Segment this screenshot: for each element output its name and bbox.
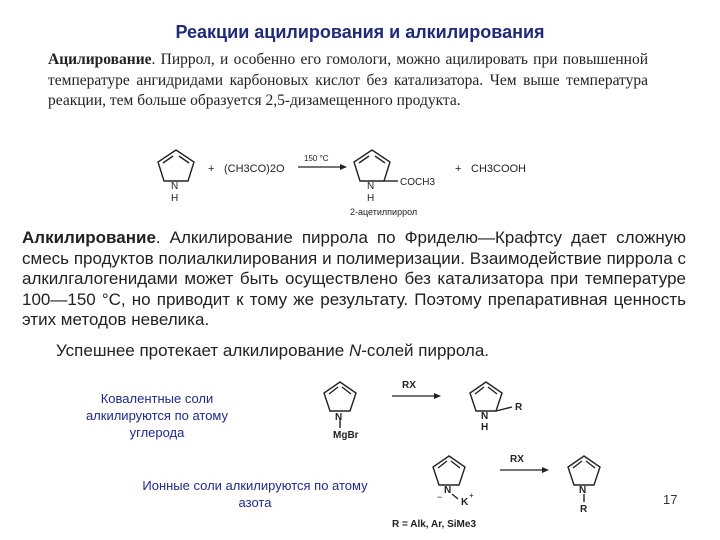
page-title: Реакции ацилирования и алкилирования [175,22,545,42]
k-charge: + [469,491,474,500]
product-h: H [367,193,375,204]
minus-sign: − [437,492,443,502]
rx-label-1: RX [402,380,416,391]
reagent: (CH3CO)2O [224,163,285,175]
alkylation-term: Алкилирование [22,228,156,247]
grignard-n: N [335,412,343,423]
c-alkyl-product-structure [470,382,512,411]
plus-sign-2: + [455,163,462,175]
mgbr-label: MgBr [333,430,359,441]
ionic-salts-label: Ионные соли алкилируются по атому азота [142,478,368,510]
byproduct: CH3COOH [471,163,527,175]
acylation-text: . Пиррол, и особенно его гомологи, можно ацилировать при повышенной температуре ангидридами карбоновых кислот без катализатора. Чем выше температура реакции, тем больше образуется 2,5-дизамещенного продукта. [48,51,648,109]
c-product-h: H [481,422,489,433]
product-n: N [367,181,375,192]
n-product-n: N [579,485,587,496]
pyrrole-h: H [171,193,179,204]
acylation-term: Ацилирование [48,51,152,68]
k-label: K [461,497,469,508]
k-salt-n: N [444,485,452,496]
r-definition: R = Alk, Ar, SiMe3 [392,519,477,530]
c-product-n: N [481,411,489,422]
n-product-r: R [580,504,588,515]
alkylation-text: . Алкилирование пиррола по Фриделю—Крафтсу дает сложную смесь продуктов полиалкилирования и полимеризации. Взаимодействие пиррола с алкилгалогенидами может быть осуществлено без катализатора при температуре 100—150 °С, но приводит к тому же результату. Поэтому препаративная ценность этих методов невелика. [22,228,686,329]
acetyl-group: COCH3 [400,177,436,188]
plus-sign: + [208,163,215,175]
pyrrole-n: N [171,181,179,192]
c-product-r: R [515,402,523,413]
covalent-salts-label: Ковалентные соли алкилируются по атому углерода [85,391,229,440]
rx-label-2: RX [510,454,524,465]
n-salts-sentence: Успешнее протекает алкилирование N-солей пиррола. [56,341,490,360]
product-name: 2-ацетилпиррол [350,207,418,217]
page-number: 17 [663,492,678,507]
condition: 150 °C [304,154,329,163]
